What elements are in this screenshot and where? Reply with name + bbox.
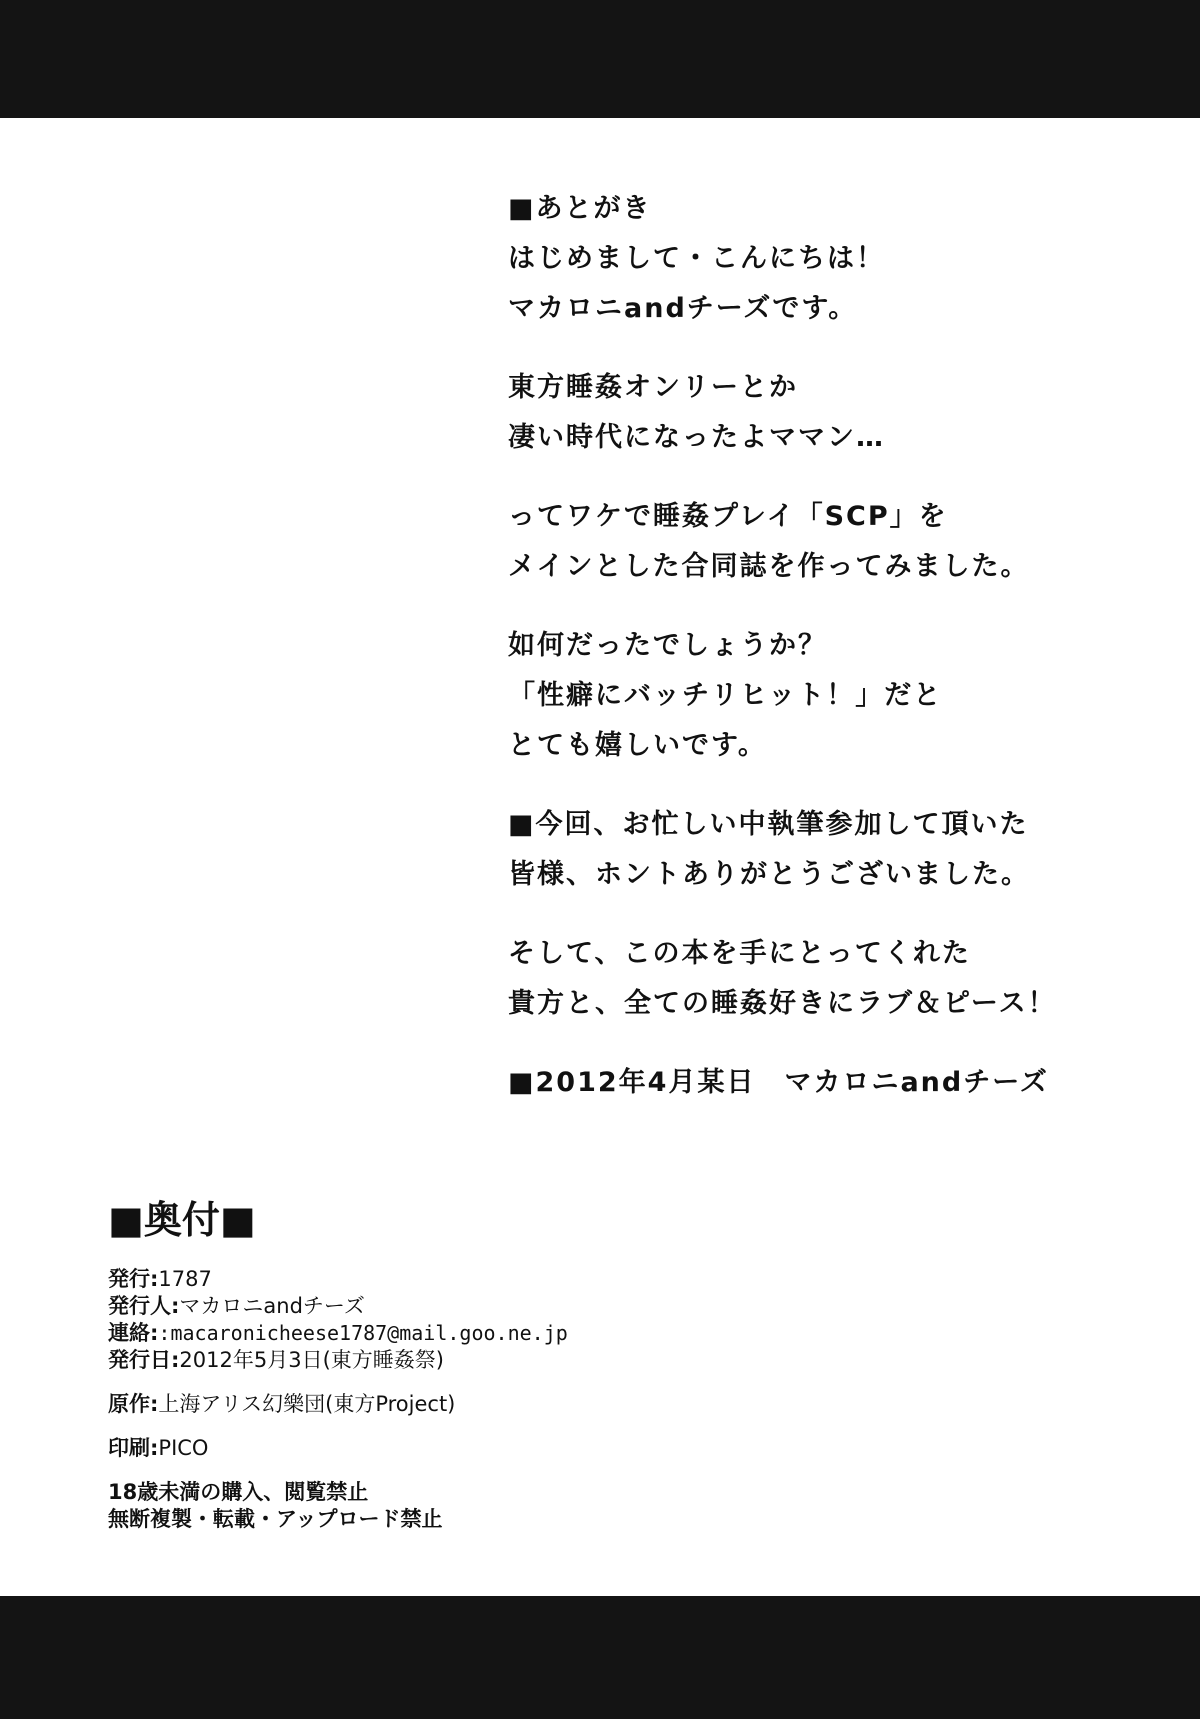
afterword-line: ■今回、お忙しい中執筆参加して頂いた xyxy=(508,809,1029,840)
afterword-line: マカロニandチーズです。 xyxy=(508,293,858,324)
colophon-publish-info xyxy=(108,1266,808,1374)
age-restriction-notice: 18歳未満の購入、閲覧禁止 xyxy=(108,1480,369,1504)
bottom-black-border xyxy=(0,1596,1200,1719)
afterword-line: 凄い時代になったよママン… xyxy=(508,422,885,453)
afterword-paragraph-2 xyxy=(508,363,1118,463)
afterword-line: ってワケで睡姦プレイ「SCP」を xyxy=(508,501,948,532)
issuer-row xyxy=(108,1293,808,1320)
print-label: 印刷: xyxy=(108,1436,159,1460)
original-row xyxy=(108,1391,808,1418)
afterword-line: 「性癖にバッチリヒット！」だと xyxy=(508,680,943,711)
afterword-line: メインとした合同誌を作ってみました。 xyxy=(508,551,1030,582)
original-value: 上海アリス幻樂団(東方Project) xyxy=(158,1392,456,1416)
afterword-line: そして、この本を手にとってくれた xyxy=(508,938,971,969)
contact-label: 連絡: xyxy=(108,1321,159,1345)
afterword-line: 貴方と、全ての睡姦好きにラブ＆ピース！ xyxy=(508,988,1057,1019)
publisher-value: 1787 xyxy=(158,1267,212,1291)
date-label: 発行日: xyxy=(108,1348,180,1372)
afterword-line: 東方睡姦オンリーとか xyxy=(508,372,798,403)
afterword-line: 如何だったでしょうか？ xyxy=(508,630,827,661)
colophon-notices xyxy=(108,1479,808,1533)
afterword-paragraph-1 xyxy=(508,184,1118,334)
afterword-paragraph-4 xyxy=(508,621,1118,771)
colophon-print xyxy=(108,1435,808,1462)
afterword-heading: ■あとがき xyxy=(508,193,652,224)
afterword-date-signature: ■2012年4月某日 マカロニandチーズ xyxy=(508,1067,1049,1098)
issuer-label: 発行人: xyxy=(108,1294,180,1318)
original-label: 原作: xyxy=(108,1392,159,1416)
contact-email: :macaronicheese1787@mail.goo.ne.jp xyxy=(158,1321,568,1345)
date-row xyxy=(108,1347,808,1374)
afterword-line: はじめまして・こんにちは！ xyxy=(508,243,885,274)
print-row xyxy=(108,1435,808,1462)
afterword-paragraph-5 xyxy=(508,800,1118,900)
afterword-line: 皆様、ホントありがとうございました。 xyxy=(508,859,1030,890)
afterword-signature xyxy=(508,1058,1118,1108)
colophon-title: ■奥付■ xyxy=(108,1198,256,1242)
afterword-line: とても嬉しいです。 xyxy=(508,730,767,761)
colophon-original xyxy=(108,1391,808,1418)
afterword-section xyxy=(508,184,1118,1137)
copy-restriction-notice: 無断複製・転載・アップロード禁止 xyxy=(108,1507,443,1531)
contact-row xyxy=(108,1320,808,1347)
print-value: PICO xyxy=(158,1436,209,1460)
top-black-border xyxy=(0,0,1200,118)
publisher-row xyxy=(108,1266,808,1293)
afterword-paragraph-3 xyxy=(508,492,1118,592)
publisher-label: 発行: xyxy=(108,1267,159,1291)
colophon-section xyxy=(108,1196,808,1550)
issuer-value: マカロニandチーズ xyxy=(179,1294,365,1318)
afterword-paragraph-6 xyxy=(508,929,1118,1029)
date-value: 2012年5月3日(東方睡姦祭) xyxy=(179,1348,444,1372)
